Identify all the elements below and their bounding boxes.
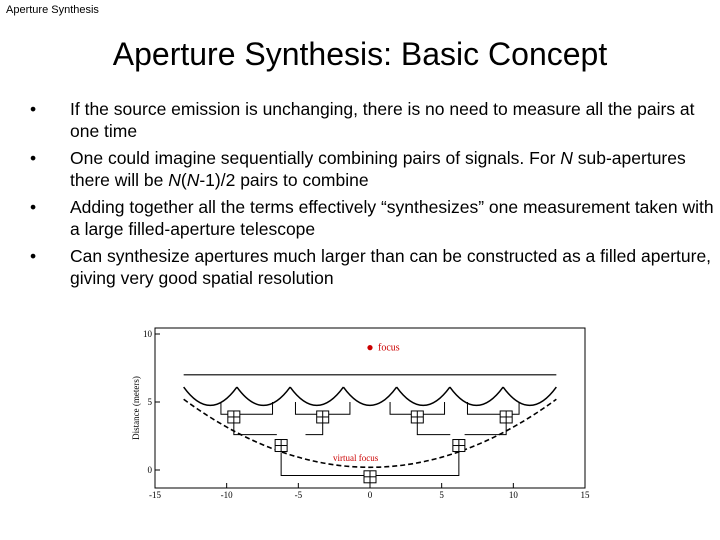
focus-label: focus: [378, 342, 400, 354]
bullet-text: sub-apertures there will be: [70, 148, 686, 190]
bullet-text: Can synthesize apertures much larger than can be constructed as a filled aperture, giving very good spatial resolution: [70, 246, 712, 288]
bullet-item: [26, 98, 716, 142]
bullet-marker: •: [30, 246, 37, 266]
x-tick-label: 0: [367, 490, 373, 500]
x-tick-label: 5: [439, 490, 444, 500]
x-tick-label: 10: [508, 490, 518, 500]
x-tick-label: -10: [220, 490, 233, 500]
y-tick-label: 0: [147, 465, 152, 475]
bullet-text: If the source emission is unchanging, there is no need to measure all the pairs at one time: [70, 99, 695, 141]
bullet-text: -1)/2 pairs to combine: [199, 170, 369, 190]
bullet-item: [26, 147, 716, 191]
bullet-text: Adding together all the terms effectively “synthesizes” one measurement taken with a large filled-aperture telescope: [70, 197, 714, 239]
focus-dot: [367, 345, 372, 350]
bullet-marker: •: [30, 99, 37, 119]
bullet-text: N: [186, 170, 200, 190]
x-tick-label: -15: [149, 490, 161, 500]
bullet-text: N: [168, 170, 181, 190]
y-tick-label: 10: [143, 329, 152, 339]
virtual-focus-label: virtual focus: [333, 453, 379, 464]
telescope-scene: [184, 343, 557, 483]
bullet-item: [26, 245, 716, 289]
y-tick-label: 5: [147, 397, 152, 407]
slide-title: Aperture Synthesis: Basic Concept: [112, 36, 608, 72]
bullet-item: [26, 196, 716, 240]
bullet-marker: •: [30, 148, 37, 168]
y-axis-label: Distance (meters): [131, 376, 141, 440]
aperture-synthesis-diagram: [131, 320, 595, 535]
slide-header: Aperture Synthesis: [6, 4, 99, 16]
bullet-text: N: [560, 148, 573, 168]
bullet-list: [26, 98, 716, 294]
x-tick-label: -5: [294, 490, 303, 500]
plot-frame: [155, 328, 585, 488]
x-tick-label: 15: [580, 490, 590, 500]
bullet-marker: •: [30, 197, 37, 217]
bullet-text: (: [180, 170, 187, 190]
bullet-text: One could imagine sequentially combining pairs of signals. For: [70, 148, 561, 168]
sub-aperture-mirrors: [184, 387, 557, 405]
